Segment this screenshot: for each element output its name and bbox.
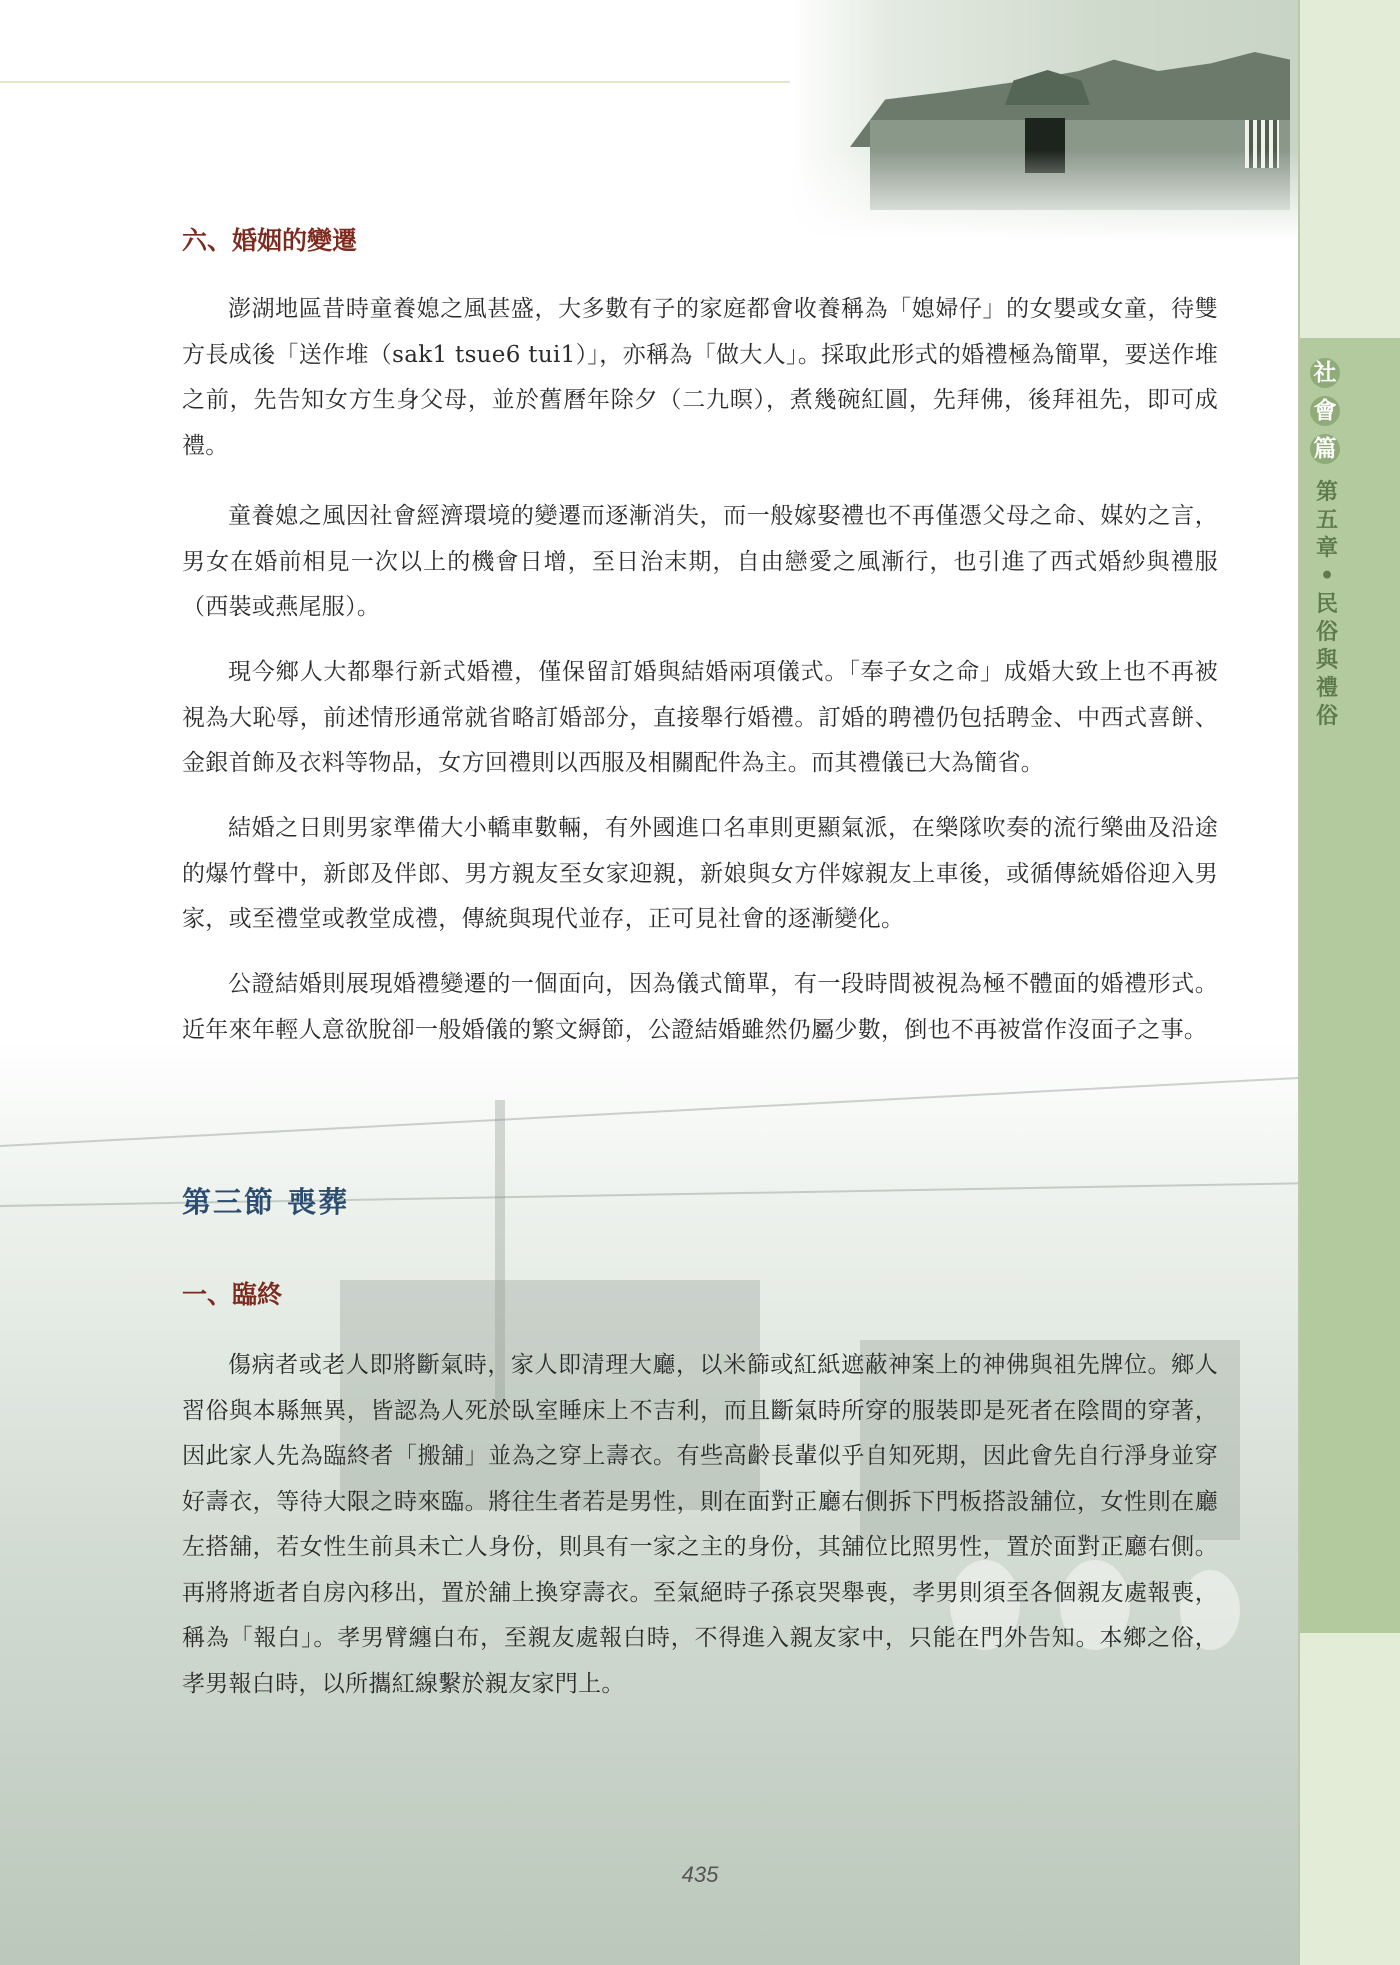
header-photo	[790, 0, 1300, 240]
sidebar-chapter-title	[1315, 478, 1339, 730]
sidebar-chapter-char: 民	[1315, 591, 1338, 617]
sidebar-part-char: 會	[1310, 396, 1340, 426]
section-heading: 第三節 喪葬	[182, 1185, 350, 1219]
marriage-paragraph: 童養媳之風因社會經濟環境的變遷而逐漸消失，而一般嫁娶禮也不再僅憑父母之命、媒妁之言，男女在婚前相見一次以上的機會日增，至日治末期，自由戀愛之風漸行，也引進了西式婚紗與禮服（西裝或燕尾服）。	[182, 503, 1218, 620]
marriage-paragraph: 澎湖地區昔時童養媳之風甚盛，大多數有子的家庭都會收養稱為「媳婦仔」的女嬰或女童，待雙方長成後「送作堆（sak1 tsue6 tui1）」，亦稱為「做大人」。採取此形式的婚禮極為簡單，要送作堆之前，先告知女方生身父母，並於舊曆年除夕（二九暝），煮幾碗紅圓，先拜佛，後拜祖先，即可成禮。	[182, 296, 1218, 459]
marriage-paragraph: 結婚之日則男家準備大小轎車數輛，有外國進口名車則更顯氣派，在樂隊吹奏的流行樂曲及沿途的爆竹聲中，新郎及伴郎、男方親友至女家迎親，新娘與女方伴嫁親友上車後，或循傳統婚俗迎入男家，或至禮堂或教堂成禮，傳統與現代並存，正可見社會的逐漸變化。	[182, 815, 1218, 932]
sidebar-chapter-char: 俗	[1315, 619, 1338, 645]
funeral-paragraph: 傷病者或老人即將斷氣時，家人即清理大廳，以米篩或紅紙遮蔽神案上的神佛與祖先牌位。鄉人習俗與本縣無異，皆認為人死於臥室睡床上不吉利，而且斷氣時所穿的服裝即是死者在陰間的穿著，因此家人先為臨終者「搬舖」並為之穿上壽衣。有些高齡長輩似乎自知死期，因此會先自行淨身並穿好壽衣，等待大限之時來臨。將往生者若是男性，則在面對正廳右側拆下門板搭設舖位，女性則在廳左搭舖，若女性生前具未亡人身份，則具有一家之主的身份，其舖位比照男性，置於面對正廳右側。再將將逝者自房內移出，置於舖上換穿壽衣。至氣絕時子孫哀哭舉喪，孝男則須至各個親友處報喪，稱為「報白」。孝男臂纏白布，至親友處報白時，不得進入親友家中，只能在門外告知。本鄉之俗，孝男報白時，以所攜紅線繫於親友家門上。	[182, 1352, 1218, 1697]
sidebar-chapter-char: 禮	[1315, 675, 1338, 701]
funeral-subheading: 一、臨終	[182, 1280, 283, 1309]
sidebar-chapter-char: 第	[1315, 479, 1338, 505]
header-photo-fade	[790, 150, 1300, 240]
sidebar-chapter-char: •	[1319, 563, 1335, 589]
sidebar-chapter-char: 與	[1315, 647, 1338, 673]
sidebar-part-char: 篇	[1310, 434, 1340, 464]
background-wire	[0, 1077, 1298, 1147]
sidebar-part-char: 社	[1310, 358, 1340, 388]
sidebar-chapter-char: 章	[1315, 535, 1338, 561]
header-rule	[0, 81, 795, 83]
marriage-paragraph: 現今鄉人大都舉行新式婚禮，僅保留訂婚與結婚兩項儀式。「奉子女之命」成婚大致上也不再被視為大恥辱，前述情形通常就省略訂婚部分，直接舉行婚禮。訂婚的聘禮仍包括聘金、中西式喜餅、金銀首飾及衣料等物品，女方回禮則以西服及相關配件為主。而其禮儀已大為簡省。	[182, 659, 1218, 776]
sidebar-chapter-char: 俗	[1315, 703, 1338, 729]
sidebar-chapter-char: 五	[1315, 507, 1338, 533]
page-number: 435	[681, 1862, 719, 1887]
marriage-paragraph: 公證結婚則展現婚禮變遷的一個面向，因為儀式簡單，有一段時間被視為極不體面的婚禮形式。近年來年輕人意欲脫卻一般婚儀的繁文縟節，公證結婚雖然仍屬少數，倒也不再被當作沒面子之事。	[182, 971, 1218, 1043]
marriage-heading: 六、婚姻的變遷	[182, 226, 358, 255]
